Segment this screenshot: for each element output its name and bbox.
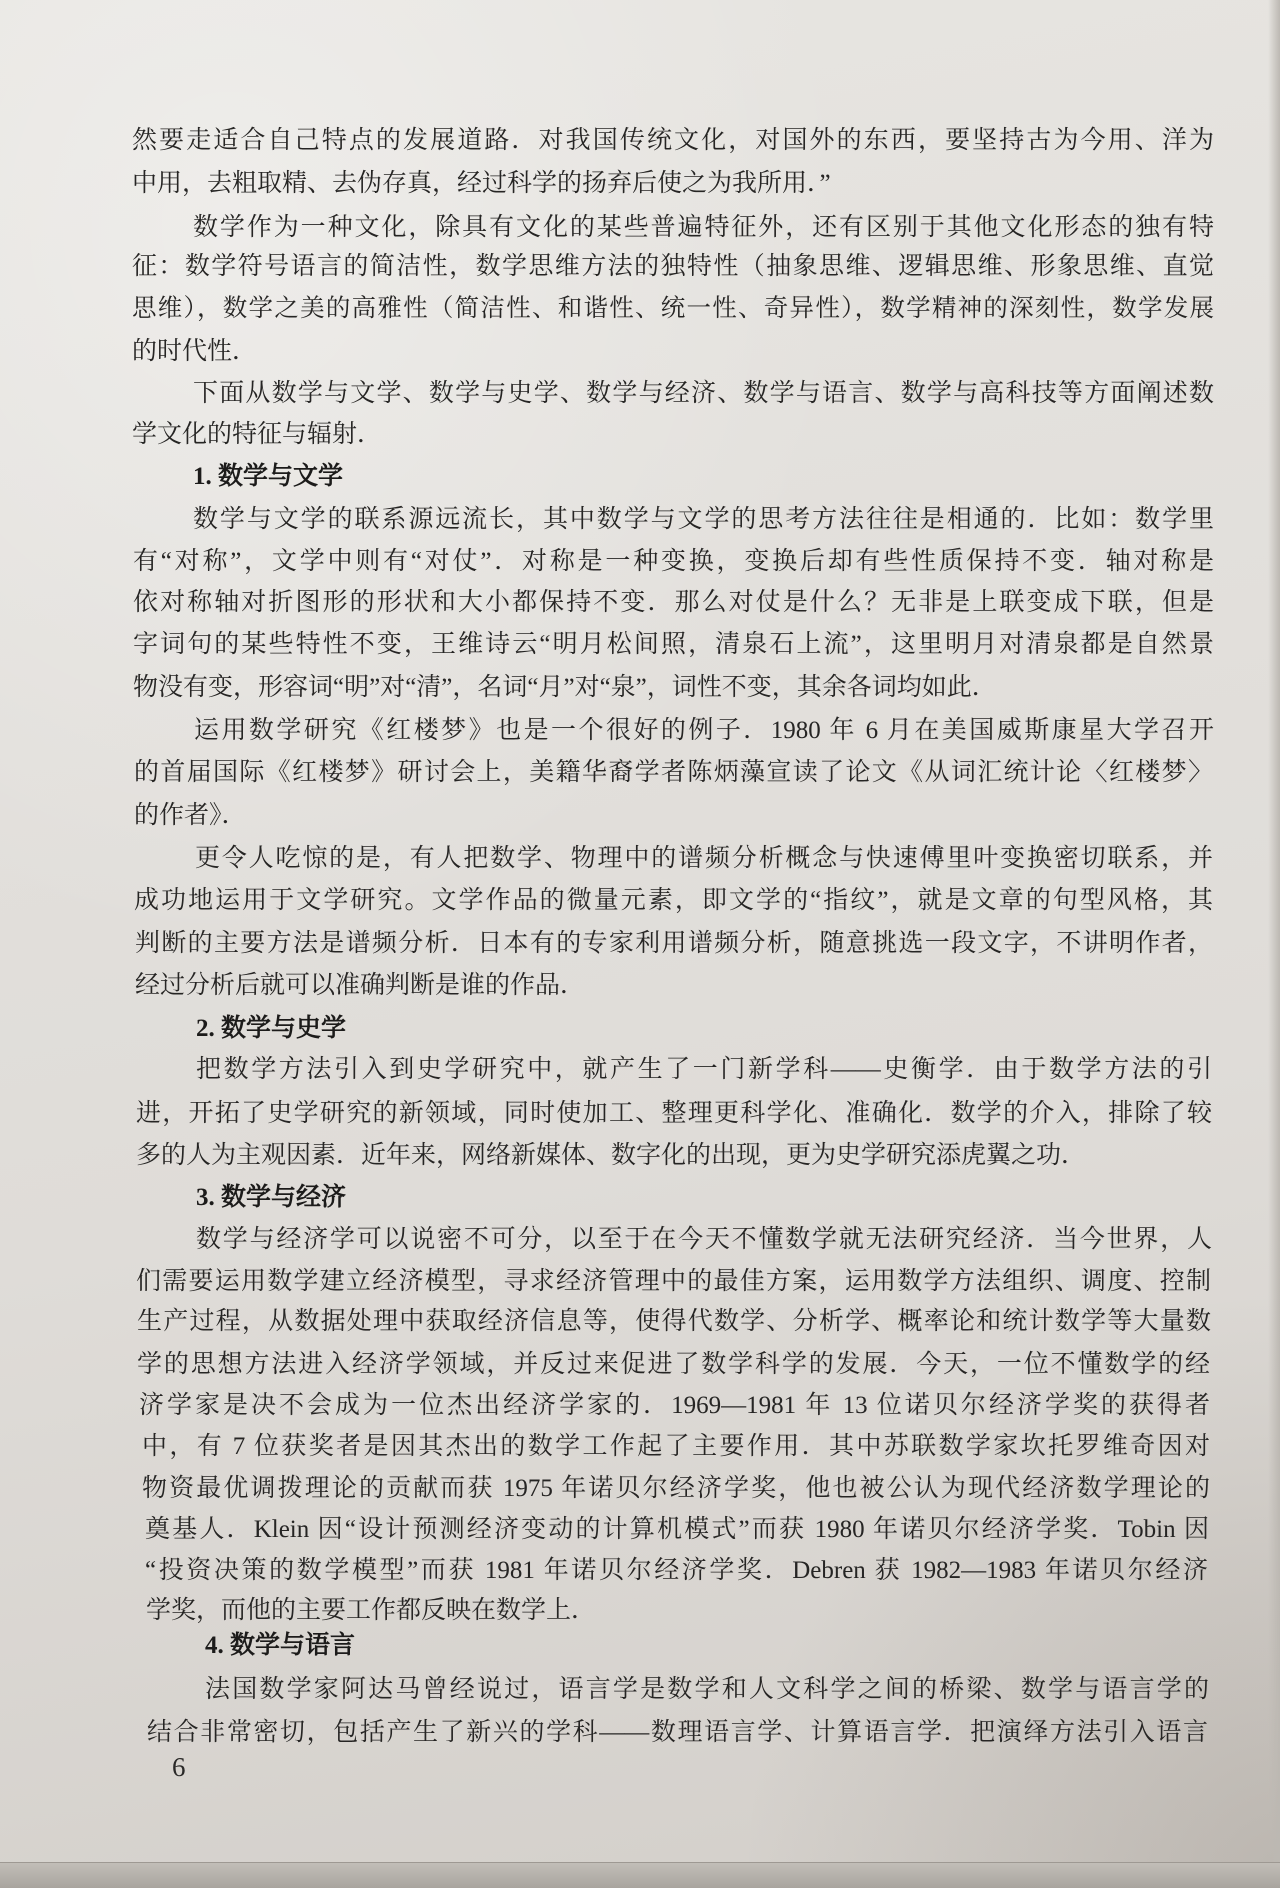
text-line: 进，开拓了史学研究的新领域，同时使加工、整理更科学化、准确化．数学的介入，排除了较: [136, 1100, 1212, 1127]
text-line: 数学作为一种文化，除具有文化的某些普遍特征外，还有区别于其他文化形态的独有特: [193, 214, 1214, 241]
text-line: 多的人为主观因素．近年来，网络新媒体、数字化的出现，更为史学研究添虎翼之功．: [136, 1142, 1087, 1169]
text-line: 法国数学家阿达马曾经说过，语言学是数学和人文科学之间的桥梁、数学与语言学的: [205, 1676, 1209, 1703]
text-line: 更令人吃惊的是，有人把数学、物理中的谱频分析概念与快速傅里叶变换密切联系，并: [195, 845, 1213, 872]
text-line: 经过分析后就可以准确判断是谁的作品．: [135, 972, 586, 999]
text-line: 把数学方法引入到史学研究中，就产生了一门新学科——史衡学．由于数学方法的引: [196, 1056, 1212, 1083]
text-line: 济学家是决不会成为一位杰出经济学家的．1969—1981 年 13 位诺贝尔经济学奖的获得者: [139, 1392, 1210, 1419]
text-line: 的时代性．: [132, 338, 258, 365]
text-line: 思维），数学之美的高雅性（简洁性、和谐性、统一性、奇异性），数学精神的深刻性，数学发展: [132, 295, 1214, 322]
text-line: 物资最优调拨理论的贡献而获 1975 年诺贝尔经济学奖，他也被公认为现代经济数学理论的: [142, 1475, 1210, 1502]
text-line: 中用，去粗取精、去伪存真，经过科学的扬弃后使之为我所用．”: [132, 170, 831, 197]
text-line: 数学与文学的联系源远流长，其中数学与文学的思考方法往往是相通的．比如：数学里: [193, 506, 1214, 533]
section-heading: 4. 数学与语言: [205, 1632, 356, 1659]
text-line: 物没有变，形容词“明”对“清”，名词“月”对“泉”，词性不变，其余各词均如此．: [133, 674, 997, 701]
text-line: 学奖，而他的主要工作都反映在数学上．: [146, 1597, 597, 1624]
text-line: 成功地运用于文学研究。文学作品的微量元素，即文学的“指纹”，就是文章的句型风格，其: [134, 887, 1213, 914]
section-heading: 3. 数学与经济: [196, 1184, 347, 1211]
lower-page-edge: [0, 1862, 1280, 1888]
text-line: 中，有 7 位获奖者是因其杰出的数学工作起了主要作用．其中苏联数学家坎托罗维奇因对: [142, 1433, 1210, 1460]
page-number: 6: [172, 1752, 186, 1782]
text-line: 们需要运用数学建立经济模型，寻求经济管理中的最佳方案，运用数学方法组织、调度、控制: [136, 1268, 1211, 1295]
text-line: 有“对称”，文学中则有“对仗”．对称是一种变换，变换后却有些性质保持不变．轴对称是: [133, 548, 1214, 575]
section-heading: 1. 数学与文学: [193, 463, 344, 490]
section-heading: 2. 数学与史学: [196, 1015, 347, 1042]
text-line: 征：数学符号语言的简洁性，数学思维方法的独特性（抽象思维、逻辑思维、形象思维、直觉: [132, 253, 1214, 280]
text-line: 数学与经济学可以说密不可分，以至于在今天不懂数学就无法研究经济．当今世界，人: [196, 1226, 1212, 1253]
text-line: 的首届国际《红楼梦》研讨会上，美籍华裔学者陈炳藻宣读了论文《从词汇统计论〈红楼梦〉: [134, 759, 1213, 786]
text-line: 的作者》．: [134, 802, 247, 829]
text-line: 依对称轴对折图形的形状和大小都保持不变．那么对仗是什么？无非是上联变成下联，但是: [133, 589, 1214, 616]
text-line: 字词句的某些特性不变，王维诗云“明月松间照，清泉石上流”，这里明月对清泉都是自然景: [133, 631, 1214, 658]
text-line: 判断的主要方法是谱频分析．日本有的专家利用谱频分析，随意挑选一段文字，不讲明作者，: [135, 930, 1213, 957]
text-line: “投资决策的数学模型”而获 1981 年诺贝尔经济学奖．Debren 获 1982—1983 年诺贝尔经济: [145, 1557, 1208, 1584]
text-line: 然要走适合自己特点的发展道路．对我国传统文化，对国外的东西，要坚持古为今用、洋为: [132, 127, 1214, 154]
page-edge-shadow: [1268, 0, 1280, 1888]
text-line: 下面从数学与文学、数学与史学、数学与经济、数学与语言、数学与高科技等方面阐述数: [193, 380, 1214, 407]
text-line: 学文化的特征与辐射．: [132, 421, 383, 448]
text-line: 生产过程，从数据处理中获取经济信息等，使得代数学、分析学、概率论和统计数学等大量数: [137, 1308, 1211, 1335]
text-line: 奠基人．Klein 因“设计预测经济变动的计算机模式”而获 1980 年诺贝尔经济学奖．Tobin 因: [145, 1516, 1209, 1543]
text-line: 结合非常密切，包括产生了新兴的学科——数理语言学、计算语言学．把演绎方法引入语言: [147, 1719, 1208, 1746]
text-line: 学的思想方法进入经济学领域，并反过来促进了数学科学的发展．今天，一位不懂数学的经: [137, 1351, 1210, 1378]
text-line: 运用数学研究《红楼梦》也是一个很好的例子．1980 年 6 月在美国威斯康星大学召开: [194, 717, 1214, 744]
